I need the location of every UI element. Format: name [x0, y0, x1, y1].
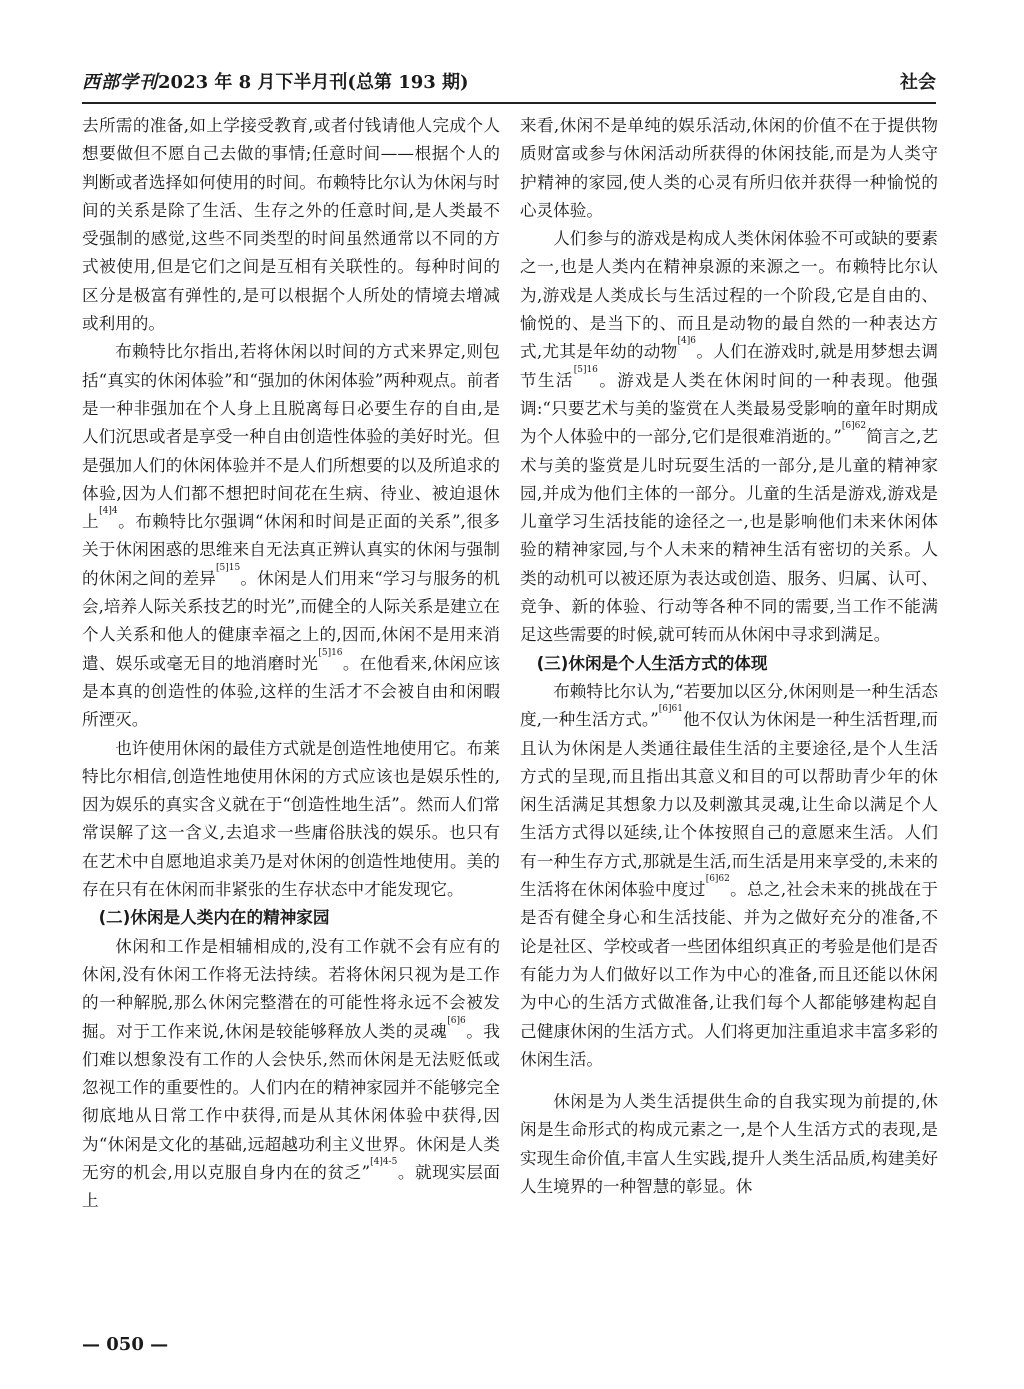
text-run: 。游戏是人类在休闲时间的一种表现。他强调:“只要艺术与美的鉴赏在人类最易受影响的童年时期成为个人体验中的一部分,它们是很难消逝的。”: [520, 370, 939, 447]
left-column: [82, 112, 500, 1216]
section-label: 社会: [900, 72, 936, 93]
citation-ref: [6]62: [841, 421, 867, 432]
paragraph: 也许使用休闲的最佳方式就是创造性地使用它。布莱特比尔相信,创造性地使用休闲的方式应该也是娱乐性的,因为娱乐的真实含义就在于“创造性地生活”。然而人们常常误解了这一含义,去追求一些庸俗肤浅的娱乐。也只有在艺术中自愿地追求美乃是对休闲的创造性地使用。美的存在只有在休闲而非紧张的生存状态中才能发现它。: [82, 738, 500, 900]
paragraph: [82, 338, 500, 734]
text-run: 简言之,艺术与美的鉴赏是儿时玩耍生活的一部分,是儿童的精神家园,并成为他们主体的一部分。儿童的生活是游戏,游戏是儿童学习生活技能的途径之一,也是影响他们未来休闲体验的精神家园,与个人未来的精神生活有密切的关系。人类的动机可以被还原为表达或创造、服务、归属、认可、竞争、新的体验、行动等各种不同的需要,当工作不能满足这些需要的时候,就可转而从休闲中寻求到满足。: [520, 427, 938, 645]
text-run: 人们参与的游戏是构成人类休闲体验不可或缺的要素之一,也是人类内在精神泉源的来源之一。布赖特比尔认为,游戏是人类成长与生活过程的一个阶段,它是自由的、愉悦的、是当下的、而且是动物的最自然的一种表达方式,尤其是年幼的动物: [520, 229, 938, 362]
text-run: 。就现实层面上: [82, 1162, 501, 1211]
citation-ref: [4]4-5: [370, 1156, 398, 1167]
text-run: 。总之,社会未来的挑战在于是否有健全身心和生活技能、并为之做好充分的准备,不论是社区、学校或者一些团体组织真正的考验是他们是否有能力为人们做好以工作为中心的准备,而且还能以休闲为中心的生活方式做准备,让我们每个人都能够建构起自己健康休闲的生活方式。人们将更加注重追求丰富多彩的休闲生活。: [520, 880, 939, 1069]
section-heading: (三)休闲是个人生活方式的体现: [536, 653, 768, 673]
citation-ref: [4]6: [677, 336, 697, 347]
text-run: 布赖特比尔认为,“若要加以区分,休闲则是一种生活态度,一种生活方式。”: [520, 681, 938, 730]
text-run: 。在他看来,休闲应该是本真的创造性的体验,这样的生活才不会被自由和闲暇所湮灭。: [82, 653, 501, 730]
right-column: [520, 112, 938, 1201]
citation-ref: [4]4: [99, 506, 118, 517]
paragraph: [82, 933, 500, 1216]
paragraph: 来看,休闲不是单纯的娱乐活动,休闲的价值不在于提供物质财富或参与休闲活动所获得的休闲技能,而是为人类守护精神的家园,使人类的心灵有所归依并获得一种愉悦的心灵体验。: [520, 116, 938, 220]
text-run: 。我们难以想象没有工作的人会快乐,然而休闲是无法贬低或忽视工作的重要性的。人们内在的精神家园并不能够完全彻底地从日常工作中获得,而是从其休闲体验中获得,因为“休闲是文化的基础,远超越功利主义世界。休闲是人类无穷的机会,用以克服自身内在的贫乏”: [82, 1021, 501, 1182]
paragraph: [520, 225, 938, 649]
journal-logo: 西部学刊: [82, 72, 158, 93]
section-heading: (二)休闲是人类内在的精神家园: [98, 908, 330, 928]
paragraph: [520, 678, 938, 1074]
header-rule: [82, 102, 936, 104]
issue-info: 2023 年 8 月下半月刊(总第 193 期): [158, 72, 469, 93]
paragraph: 去所需的准备,如上学接受教育,或者付钱请他人完成个人想要做但不愿自己去做的事情;任意时间——根据个人的判断或者选择如何使用的时间。布赖特比尔认为休闲与时间的关系是除了生活、生存之外的任意时间,是人类最不受强制的感觉,这些不同类型的时间虽然通常以不同的方式被使用,但是它们之间是互相有关联性的。每种时间的区分是极富有弹性的,是可以根据个人所处的情境去增减或利用的。: [82, 116, 500, 334]
citation-ref: [5]15: [215, 562, 241, 573]
journal-header: [82, 68, 469, 94]
citation-ref: [6]61: [658, 704, 683, 715]
text-run: 。布赖特比尔强调“休闲和时间是正面的关系”,很多关于休闲困惑的思维来自无法真正辨认真实的休闲与强制的休闲之间的差异: [82, 512, 500, 588]
citation-ref: [6]62: [705, 874, 730, 885]
text-run: 布赖特比尔指出,若将休闲以时间的方式来界定,则包括“真实的休闲体验”和“强加的休闲体验”两种观点。前者是一种非强加在个人身上且脱离每日必要生存的自由,是人们沉思或者是享受一种自由创造性体验的美好时光。但是强加人们的休闲体验并不是人们所想要的以及所追求的体验,因为人们都不想把时间花在生病、待业、被迫退休上: [82, 342, 500, 532]
page-number: — 050 —: [82, 1334, 169, 1355]
text-run: 他不仅认为休闲是一种生活哲理,而且认为休闲是人类通往最佳生活的主要途径,是个人生活方式的呈现,而且指出其意义和目的可以帮助青少年的休闲生活满足其想象力以及刺激其灵魂,让生命以满足个人生活方式得以延续,让个体按照自己的意愿来生活。人们有一种生存方式,那就是生活,而生活是用来享受的,未来的生活将在休闲体验中度过: [520, 710, 938, 900]
text-run: 休闲和工作是相辅相成的,没有工作就不会有应有的休闲,没有休闲工作将无法持续。若将休闲只视为是工作的一种解脱,那么休闲完整潜在的可能性将永远不会被发掘。对于工作来说,休闲是较能够释放人类的灵魂: [82, 936, 500, 1041]
text-run: 。人们在游戏时,就是用梦想去调节生活: [520, 342, 938, 390]
text-run: 。休闲是人们用来“学习与服务的机会,培养人际关系技艺的时光”,而健全的人际关系是建立在个人关系和他人的健康幸福之上的,因而,休闲不是用来消遣、娱乐或毫无目的地消磨时光: [82, 568, 500, 673]
citation-ref: [5]16: [573, 364, 598, 375]
page-header: [82, 70, 936, 102]
citation-ref: [5]16: [318, 647, 343, 658]
citation-ref: [6]6: [447, 1015, 466, 1026]
paragraph: 休闲是为人类生活提供生命的自我实现为前提的,休闲是生命形式的构成元素之一,是个人生活方式的表现,是实现生命价值,丰富人生实践,提升人类生活品质,构建美好人生境界的一种智慧的彰显。休: [520, 1092, 938, 1196]
